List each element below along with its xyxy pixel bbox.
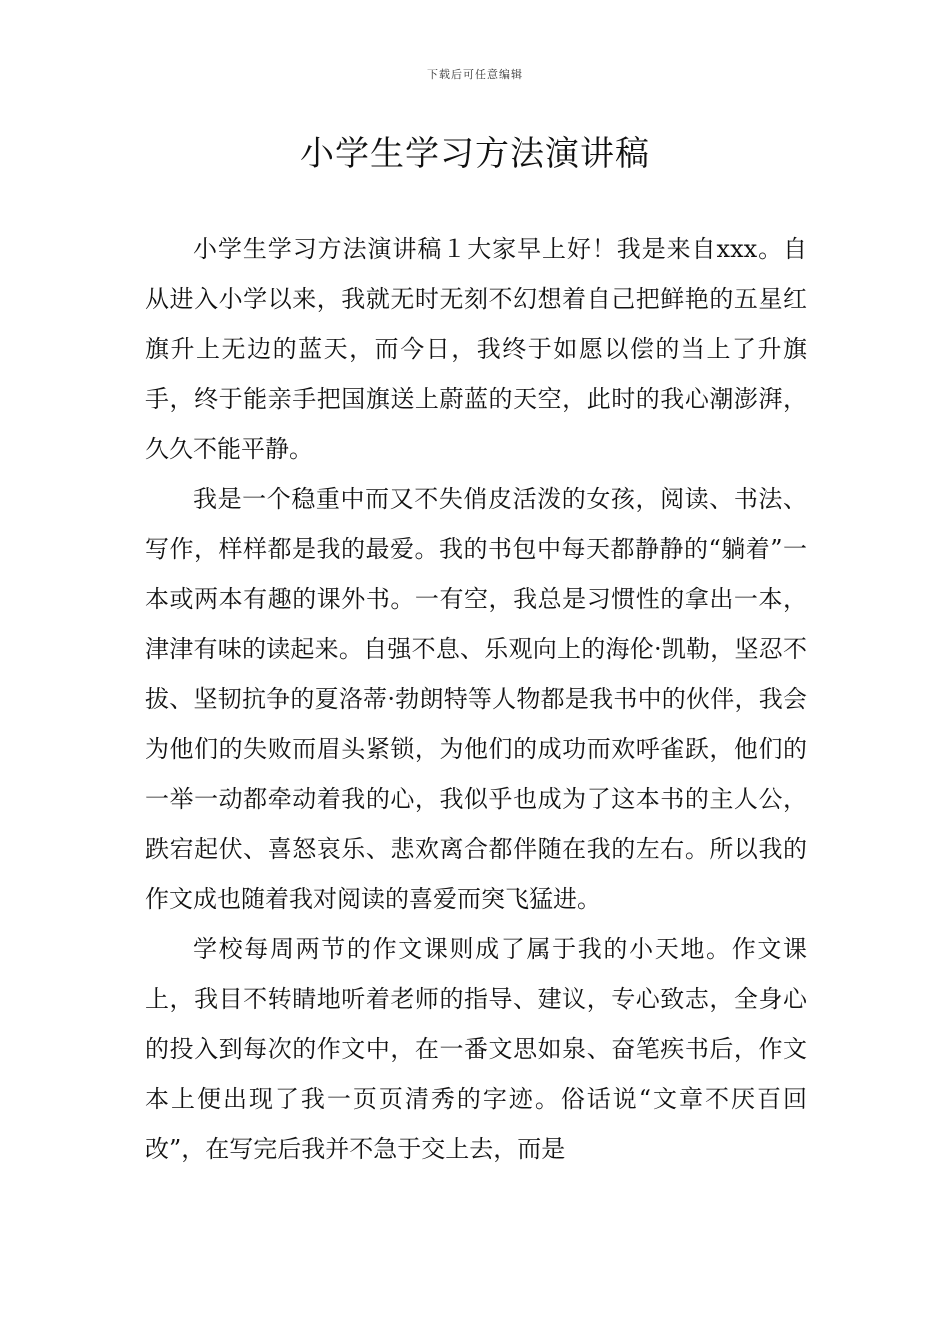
header-note: 下载后可任意编辑	[427, 68, 523, 81]
paragraph-3: 学校每周两节的作文课则成了属于我的小天地。作文课上，我目不转睛地听着老师的指导、建议，专心致志，全身心的投入到每次的作文中，在一番文思如泉、奋笔疾书后，作文本上便出现了我一页页清秀的字迹。俗话说“文章不厌百回改”，在写完后我并不急于交上去，而是	[145, 935, 807, 1163]
paragraph-2: 我是一个稳重中而又不失俏皮活泼的女孩，阅读、书法、写作，样样都是我的最爱。我的书包中每天都静静的“躺着”一本或两本有趣的课外书。一有空，我总是习惯性的拿出一本，津津有味的读起来。自强不息、乐观向上的海伦·凯勒，坚忍不拔、坚韧抗争的夏洛蒂·勃朗特等人物都是我书中的伙伴，我会为他们的失败而眉头紧锁，为他们的成功而欢呼雀跃，他们的一举一动都牵动着我的心，我似乎也成为了这本书的主人公，跌宕起伏、喜怒哀乐、悲欢离合都伴随在我的左右。所以我的作文成也随着我对阅读的喜爱而突飞猛进。	[145, 485, 807, 913]
document-body	[145, 224, 807, 1174]
page-title: 小学生学习方法演讲稿	[300, 134, 650, 174]
paragraph-1: 小学生学习方法演讲稿１大家早上好！我是来自xxx。自从进入小学以来，我就无时无刻不幻想着自己把鲜艳的五星红旗升上无边的蓝天，而今日，我终于如愿以偿的当上了升旗手，终于能亲手把国旗送上蔚蓝的天空，此时的我心潮澎湃，久久不能平静。	[145, 235, 807, 463]
